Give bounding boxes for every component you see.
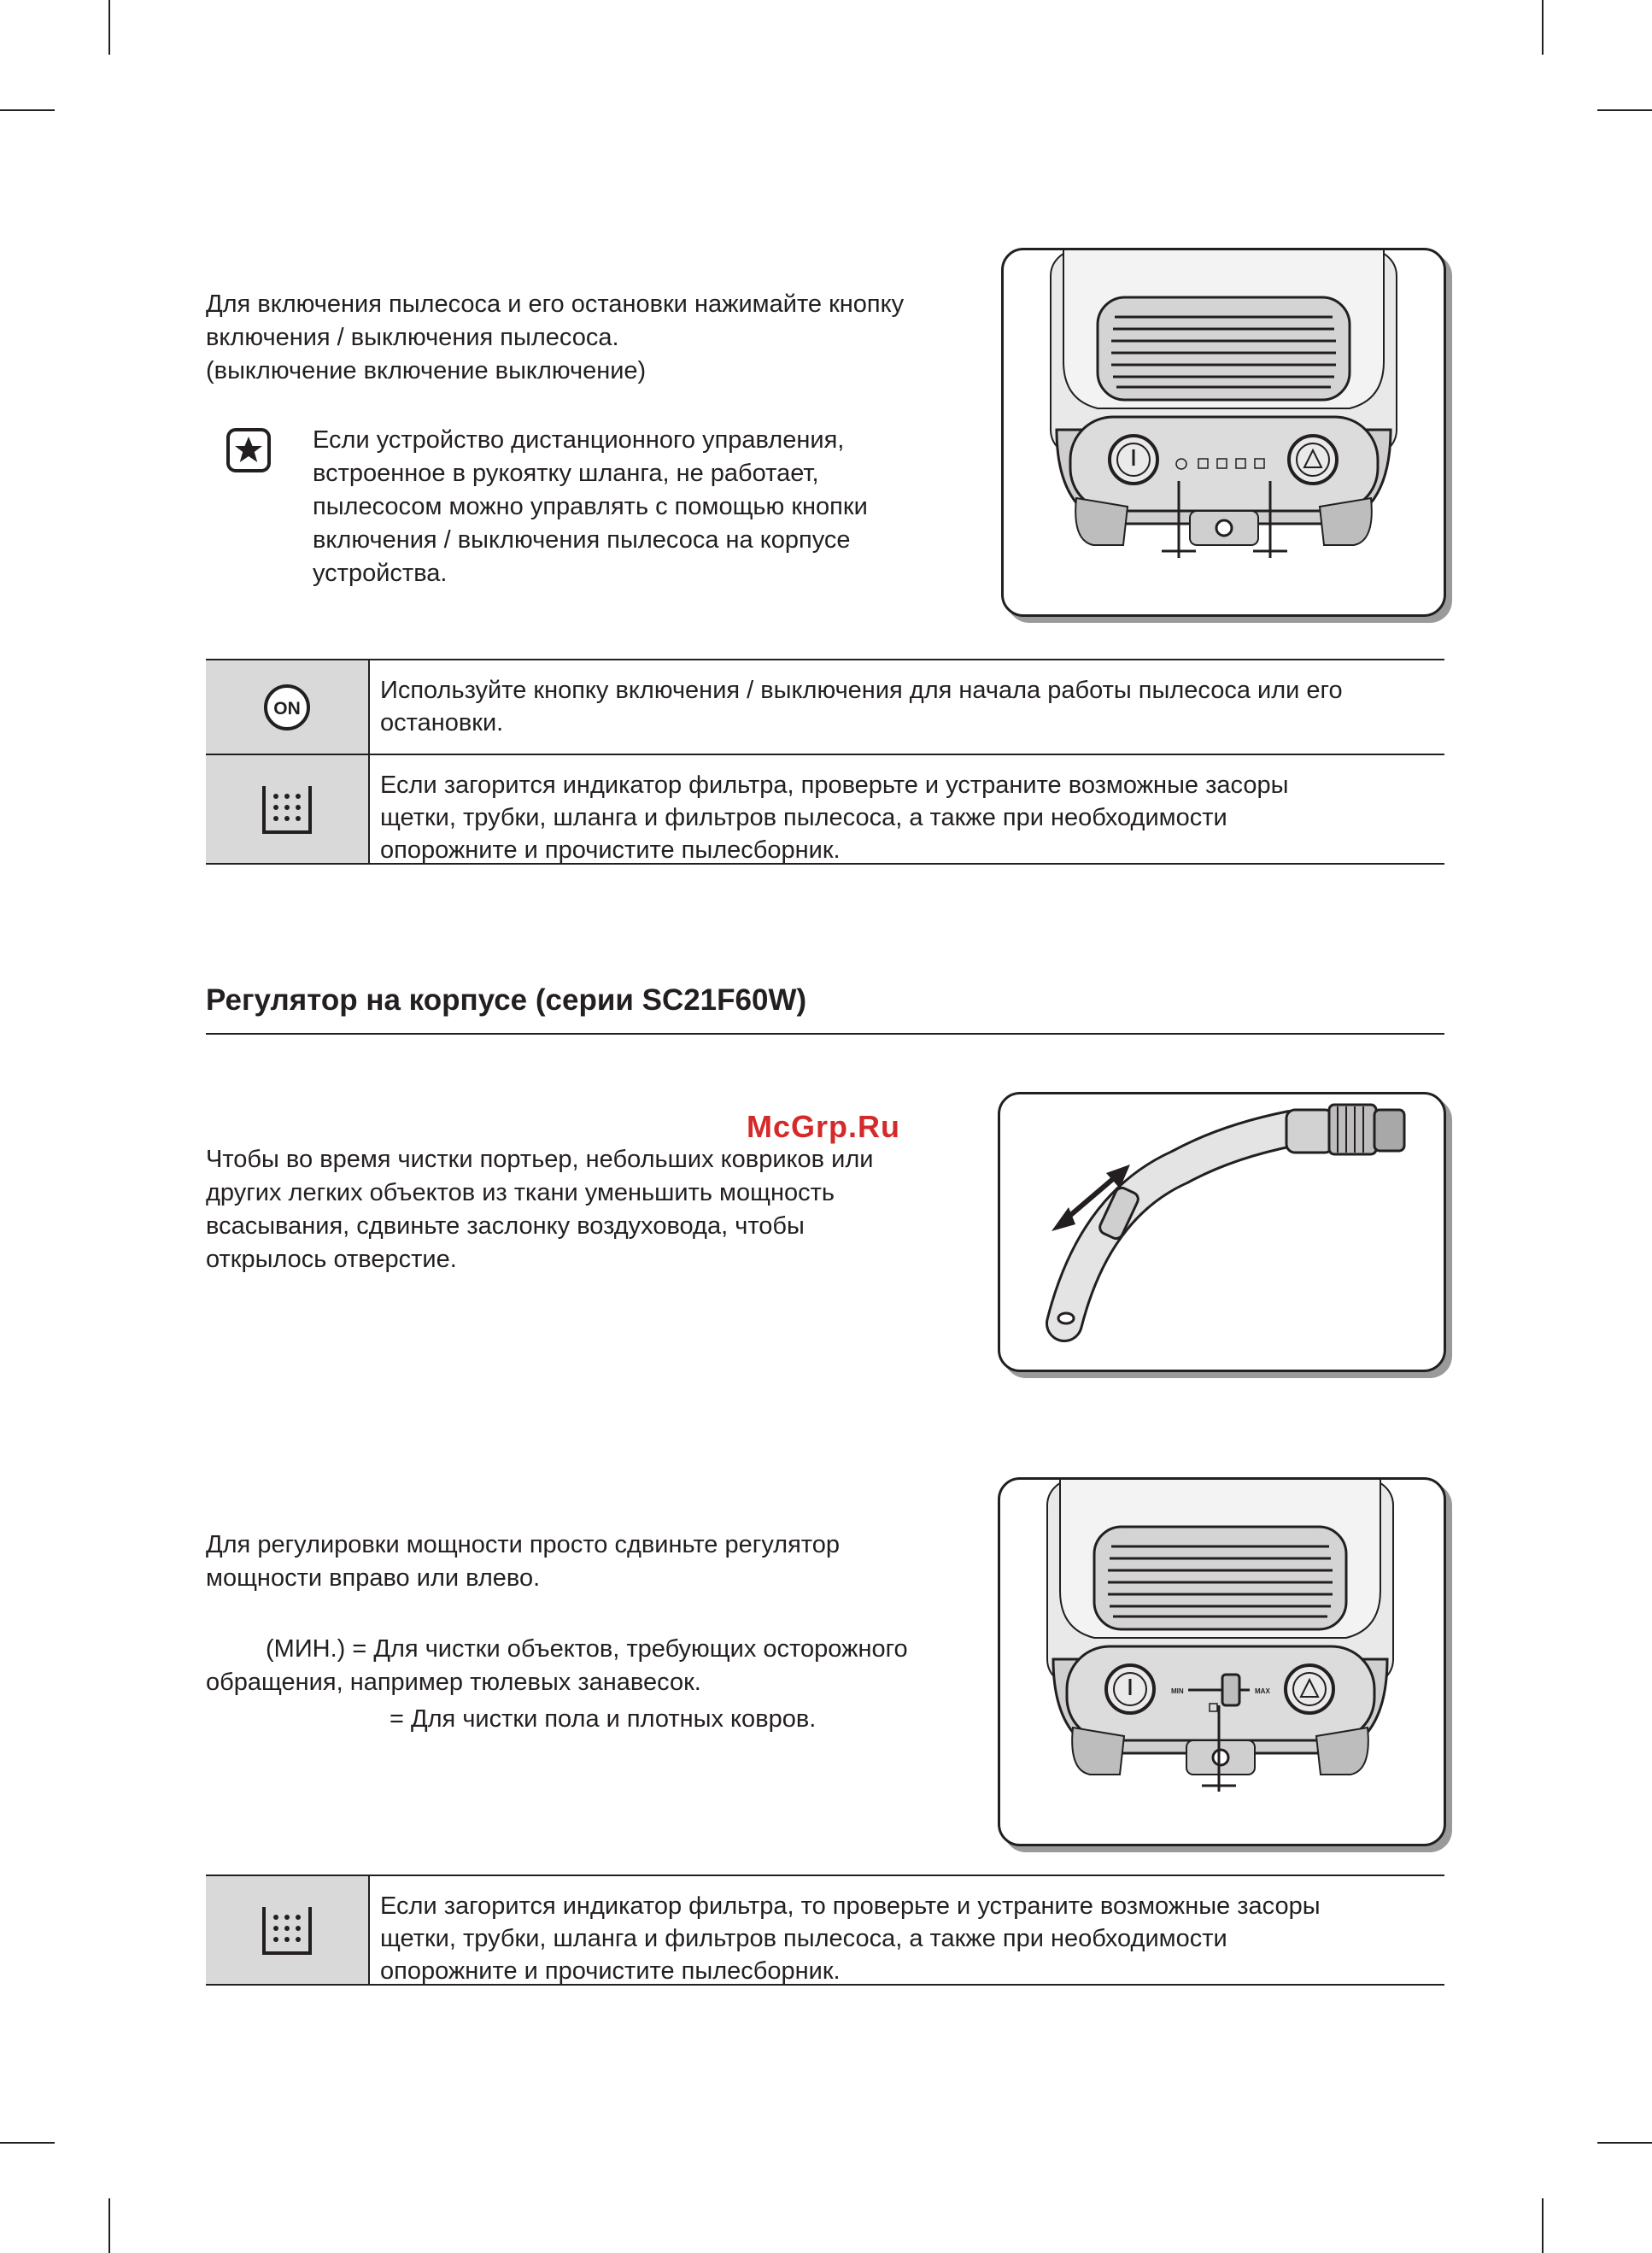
info-table-1 (206, 659, 1444, 865)
info-table-2 (206, 1875, 1444, 1986)
crop-mark (1542, 2198, 1544, 2253)
svg-text:MIN: MIN (1171, 1687, 1184, 1695)
svg-text:ON: ON (273, 698, 301, 719)
table-row (206, 660, 1444, 755)
filter-indicator-icon (261, 1904, 313, 1957)
table-text: Если загорится индикатор фильтра, проверьте и устраните возможные засоры щетки, трубки, шланга и фильтров пылесоса, а также при необходимости опорожните и прочистите пылесборник. (380, 772, 1289, 864)
power-regulator-intro: Для регулировки мощности просто сдвиньте регулятор мощности вправо или влево. (206, 1531, 841, 1592)
crop-mark (0, 2142, 55, 2144)
table-icon-cell (206, 1876, 370, 1984)
table-row (206, 755, 1444, 865)
crop-mark (1597, 109, 1652, 111)
star-note-icon (226, 428, 271, 472)
air-valve-paragraph: Чтобы во время чистки портьер, небольших ковриков или других легких объектов из ткани уменьшить мощность всасывания, сдвиньте заслонку воздуховода, чтобы открылось отверстие. (206, 1146, 874, 1273)
table-row (206, 1876, 1444, 1986)
svg-text:MAX: MAX (1255, 1687, 1270, 1695)
table-text: Если загорится индикатор фильтра, то проверьте и устраните возможные засоры щетки, трубки, шланга и фильтров пылесоса, а также при необходимости опорожните и прочистите пылесборник. (380, 1892, 1321, 1985)
crop-mark (108, 0, 110, 55)
section-heading: Регулятор на корпусе (серии SC21F60W) (206, 983, 807, 1017)
table-icon-cell (206, 660, 370, 754)
vacuum-slider-figure (998, 1477, 1446, 1846)
table-icon-cell (206, 755, 370, 863)
vacuum-front-figure (1001, 248, 1446, 617)
crop-mark (1597, 2142, 1652, 2144)
filter-indicator-icon (261, 783, 313, 836)
min-setting-line1: (МИН.) = Для чистки объектов, требующих осторожного (266, 1635, 908, 1663)
table-text: Используйте кнопку включения / выключения для начала работы пылесоса или его остановки. (380, 677, 1343, 736)
crop-mark (1542, 0, 1544, 55)
remote-note: Если устройство дистанционного управления, встроенное в рукоятку шланга, не работает, пылесосом можно управлять с помощью кнопки включения / выключения пылесоса на корпусе устройства. (313, 426, 868, 587)
hose-handle-figure (998, 1092, 1446, 1372)
crop-mark (108, 2198, 110, 2253)
max-setting-line: = Для чистки пола и плотных ковров. (390, 1705, 817, 1733)
on-button-icon (262, 683, 312, 732)
crop-mark (0, 109, 55, 111)
watermark: McGrp.Ru (747, 1109, 901, 1144)
min-setting-line2: обращения, например тюлевых занавесок. (206, 1669, 701, 1696)
heading-rule (206, 1033, 1444, 1035)
power-button-intro: Для включения пылесоса и его остановки нажимайте кнопку включения / выключения пылесоса. (выключение включение выключение) (206, 290, 905, 384)
